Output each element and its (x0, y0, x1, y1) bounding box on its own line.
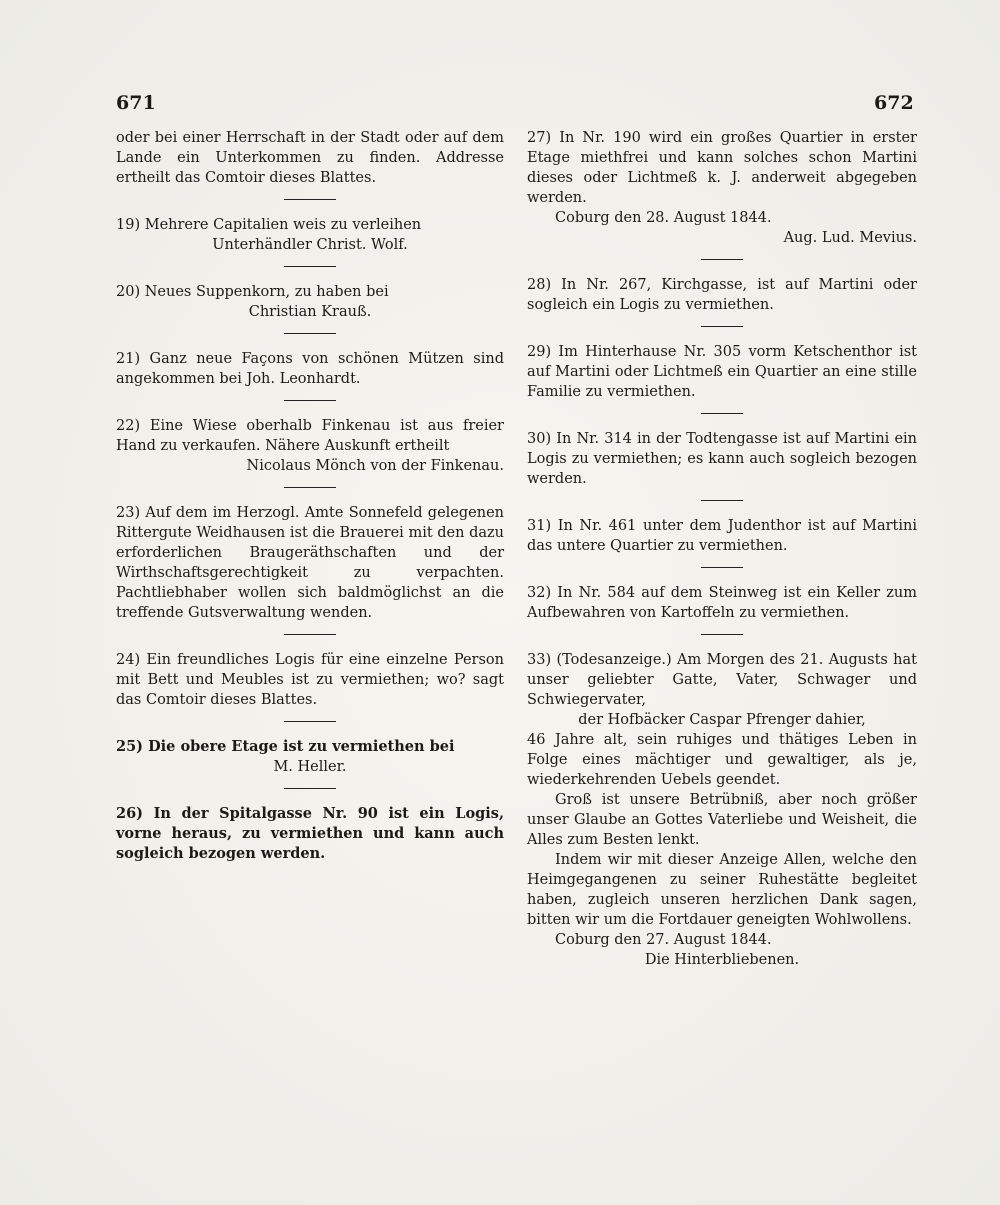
notice-intro: 33) (Todesanzeige.) Am Morgen des 21. Augusts hat unser geliebter Gatte, Vater, Schwager und Schwiegervater, (527, 652, 917, 708)
right-column (527, 128, 917, 970)
ad-31 (527, 516, 917, 556)
ad-21 (116, 349, 504, 389)
ad-26 (116, 804, 504, 864)
page-number-right: 672 (874, 92, 914, 114)
ad-signature: Christian Krauß. (248, 304, 372, 320)
ad-29 (527, 342, 917, 402)
ad-place-date: Coburg den 28. August 1844. (555, 210, 772, 226)
separator-rule (284, 333, 336, 334)
ad-30 (527, 429, 917, 489)
page-number-left: 671 (116, 92, 156, 114)
notice-deceased: der Hofbäcker Caspar Pfrenger dahier, (578, 712, 866, 728)
ad-text: oder bei einer Herrschaft in der Stadt oder auf dem Lande ein Unterkommen zu finden. Addresse ertheilt das Comtoir dieses Blattes. (116, 130, 504, 186)
separator-rule (284, 788, 336, 789)
ad-22 (116, 416, 504, 476)
ad-25 (116, 737, 504, 777)
notice-paragraph: Groß ist unsere Betrübniß, aber noch größer unser Glaube an Gottes Vaterliebe und Weisheit, die Alles zum Besten lenkt. (527, 792, 917, 848)
ad-signature: Nicolaus Mönch von der Finkenau. (246, 458, 504, 474)
notice-paragraph: Indem wir mit dieser Anzeige Allen, welche den Heimgegangenen zu seiner Ruhestätte begleitet haben, zugleich unseren herzlichen Dank sagen, bitten wir um die Fortdauer geneigten Wohlwollens. (527, 852, 917, 928)
ad-28 (527, 275, 917, 315)
ad-signature: M. Heller. (273, 759, 347, 775)
ad-27 (527, 128, 917, 248)
separator-rule (701, 634, 743, 635)
ad-32 (527, 583, 917, 623)
separator-rule (701, 413, 743, 414)
notice-details: 46 Jahre alt, sein ruhiges und thätiges Leben in Folge eines mächtiger und gewaltiger, als je, wiederkehrenden Uebels geendet. (527, 732, 917, 788)
separator-rule (284, 400, 336, 401)
ad-text: 31) In Nr. 461 unter dem Judenthor ist auf Martini das untere Quartier zu vermiethen. (527, 518, 917, 554)
ad-text: 20) Neues Suppenkorn, zu haben bei (116, 284, 389, 300)
ad-signature: Unterhändler Christ. Wolf. (212, 237, 408, 253)
ad-text: 27) In Nr. 190 wird ein großes Quartier in erster Etage miethfrei und kann solches schon Martini dieses oder Lichtmeß k. J. anderweit abgegeben werden. (527, 130, 917, 206)
ad-24 (116, 650, 504, 710)
separator-rule (701, 326, 743, 327)
ad-text: 25) Die obere Etage ist zu vermiethen bei (116, 738, 455, 755)
ad-text: 23) Auf dem im Herzogl. Amte Sonnefeld gelegenen Rittergute Weidhausen ist die Brauerei mit den dazu erforderlichen Braugeräthschaften und der Wirthschaftsgerechtigkeit zu verpachten. Pachtliebhaber wollen sich baldmöglichst an die treffende Gutsverwaltung wenden. (116, 505, 504, 621)
separator-rule (701, 500, 743, 501)
separator-rule (284, 199, 336, 200)
ad-text: 29) Im Hinterhause Nr. 305 vorm Ketschenthor ist auf Martini oder Lichtmeß ein Quartier an eine stille Familie zu vermiethen. (527, 344, 917, 400)
ad-33-death-notice (527, 650, 917, 970)
notice-signature: Die Hinterbliebenen. (644, 952, 800, 968)
separator-rule (701, 259, 743, 260)
ad-text: 22) Eine Wiese oberhalb Finkenau ist aus freier Hand zu verkaufen. Nähere Auskunft ertheilt (116, 418, 504, 454)
ad-text: 19) Mehrere Capitalien weis zu verleihen (116, 217, 422, 233)
notice-place-date: Coburg den 27. August 1844. (555, 932, 772, 948)
ad-text: 28) In Nr. 267, Kirchgasse, ist auf Martini oder sogleich ein Logis zu vermiethen. (527, 277, 917, 313)
left-column (116, 128, 504, 864)
ad-19 (116, 215, 504, 255)
ad-18-continued (116, 128, 504, 188)
ad-text: 21) Ganz neue Façons von schönen Mützen sind angekommen bei Joh. Leonhardt. (116, 351, 504, 387)
ad-signature: Aug. Lud. Mevius. (783, 230, 917, 246)
separator-rule (701, 567, 743, 568)
ad-23 (116, 503, 504, 623)
ad-text: 24) Ein freundliches Logis für eine einzelne Person mit Bett und Meubles ist zu vermiethen; wo? sagt das Comtoir dieses Blattes. (116, 652, 504, 708)
ad-20 (116, 282, 504, 322)
ad-text: 26) In der Spitalgasse Nr. 90 ist ein Logis, vorne heraus, zu vermiethen und kann auch sogleich bezogen werden. (116, 805, 504, 862)
ad-text: 32) In Nr. 584 auf dem Steinweg ist ein Keller zum Aufbewahren von Kartoffeln zu vermiethen. (527, 585, 917, 621)
ad-text: 30) In Nr. 314 in der Todtengasse ist auf Martini ein Logis zu vermiethen; es kann auch sogleich bezogen werden. (527, 431, 917, 487)
separator-rule (284, 634, 336, 635)
separator-rule (284, 721, 336, 722)
separator-rule (284, 266, 336, 267)
separator-rule (284, 487, 336, 488)
